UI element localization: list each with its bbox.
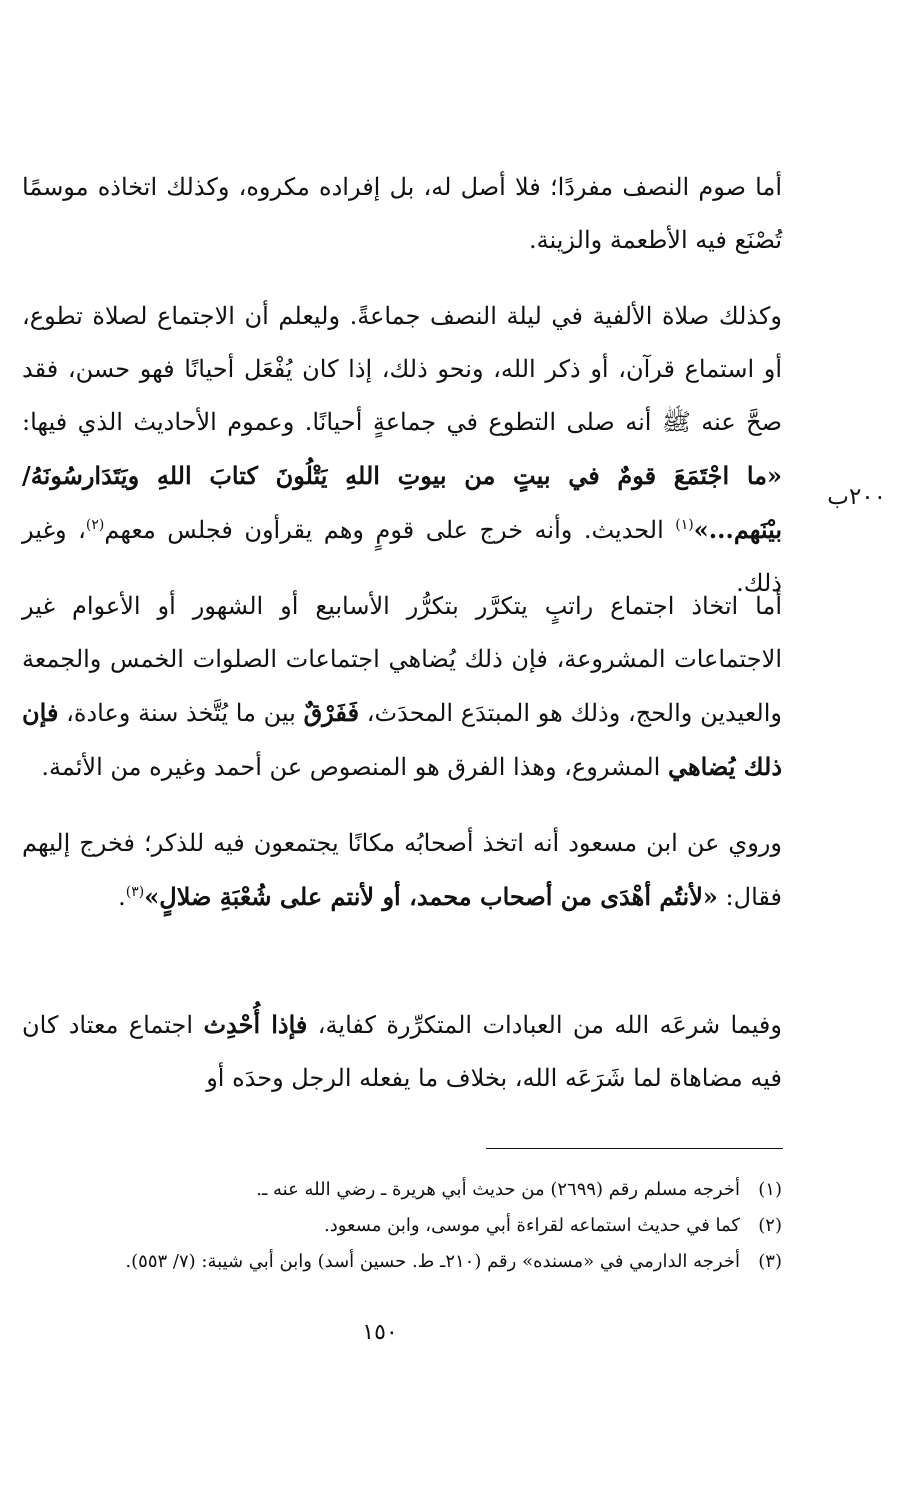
paragraph-5-emphasis: فإذا أُحْدِث [203, 1010, 308, 1039]
paragraph-3-emphasis-2: فإن ذلك يُضاهي [22, 698, 782, 781]
paragraph-4-end: . [118, 883, 126, 911]
paragraph-5 [22, 998, 782, 1105]
footnote-ref-1[interactable]: (١) [675, 517, 694, 533]
footnote-2-number: (٢) [758, 1215, 782, 1236]
footnote-ref-2[interactable]: (٢) [85, 517, 105, 533]
paragraph-5-text-a: وفيما شرعَه الله من العبادات المتكرِّرة كفاية، [307, 1011, 782, 1039]
hadith-quote-1: «ما اجْتَمَعَ قومٌ في بيتٍ من بيوتِ اللهِ يَتْلُونَ كتابَ اللهِ ويَتَدَارسُونَهُ/ بيْنَهم...» [22, 461, 783, 544]
athar-quote: «لأنتُم أهْدَى من أصحاب محمد، أو لأنتم على شُعْبَةِ ضلالٍ» [144, 882, 718, 911]
paragraph-5-text-c: اجتماع معتاد كان فيه مضاهاة لما شَرَعَه الله، بخلاف ما يفعله الرجل وحدَه أو [22, 1011, 782, 1092]
page-number: ١٥٠ [362, 1320, 398, 1345]
paragraph-1 [22, 161, 782, 267]
footnote-3 [22, 1244, 782, 1280]
paragraph-4-text-a: وروي عن ابن مسعود أنه اتخذ أصحابُه مكانًا يجتمعون فيه للذكر؛ فخرج إليهم فقال: [22, 829, 782, 911]
paragraph-3-text-a: أما اتخاذ اجتماع راتبٍ يتكرَّر بتكرُّر الأسابيع أو الشهور أو الأعوام غير الاجتماعات المشروعة، فإن ذلك يُضاهي اجتماعات الصلوات الخمس والجمعة والعيدين والحج، وذلك هو المبتدَع المحدَث، [22, 592, 783, 727]
paragraph-3-text-e: المشروع، وهذا الفرق هو المنصوص عن أحمد وغيره من الأئمة. [41, 753, 668, 781]
paragraph-3-text-c: بين ما يُتَّخذ سنة وعادة، [58, 699, 304, 727]
paragraph-2 [22, 290, 782, 610]
paragraph-2-text-a: وكذلك صلاة الألفية في ليلة النصف جماعةً. وليعلم أن الاجتماع لصلاة تطوع، أو استماع قرآن، أو ذكر الله، ونحو ذلك، إذا كان يُفْعَل أحيانًا فهو حسن، فقد صحَّ عنه ﷺ أنه صلى التطوع في جماعةٍ أحيانًا. وعموم الأحاديث الذي فيها: [22, 302, 782, 436]
paragraph-2-text-c: ، وغير ذلك. [22, 516, 782, 597]
footnote-3-number: (٣) [758, 1251, 782, 1272]
footnote-1-number: (١) [758, 1179, 782, 1200]
paragraph-1-text: أما صوم النصف مفردًا؛ فلا أصل له، بل إفراده مكروه، وكذلك اتخاذه موسمًا تُصْنَع فيه الأطعمة والزينة. [22, 173, 782, 254]
paragraph-3-emphasis-1: فَفَرْقٌ [303, 698, 360, 727]
footnote-2 [22, 1208, 782, 1244]
footnote-1-text: أخرجه مسلم رقم (٢٦٩٩) من حديث أبي هريرة ـ رضي الله عنه ـ. [256, 1179, 740, 1200]
footnote-1 [22, 1172, 782, 1208]
footnote-2-text: كما في حديث استماعه لقراءة أبي موسى، وابن مسعود. [324, 1215, 740, 1236]
paragraph-4 [22, 817, 782, 924]
paragraph-3 [22, 580, 782, 794]
footnote-separator [486, 1148, 783, 1149]
manuscript-folio-marker: ٢٠٠ب [827, 484, 886, 510]
footnotes [22, 1172, 782, 1280]
paragraph-2-text-b: الحديث. وأنه خرج على قومٍ وهم يقرأون فجلس معهم [104, 516, 676, 544]
footnote-ref-3[interactable]: (٣) [125, 884, 145, 900]
footnote-3-text: أخرجه الدارمي في «مسنده» رقم (٢١٠ـ ط. حسين أسد) وابن أبي شيبة: (٧/ ٥٥٣). [125, 1251, 740, 1272]
